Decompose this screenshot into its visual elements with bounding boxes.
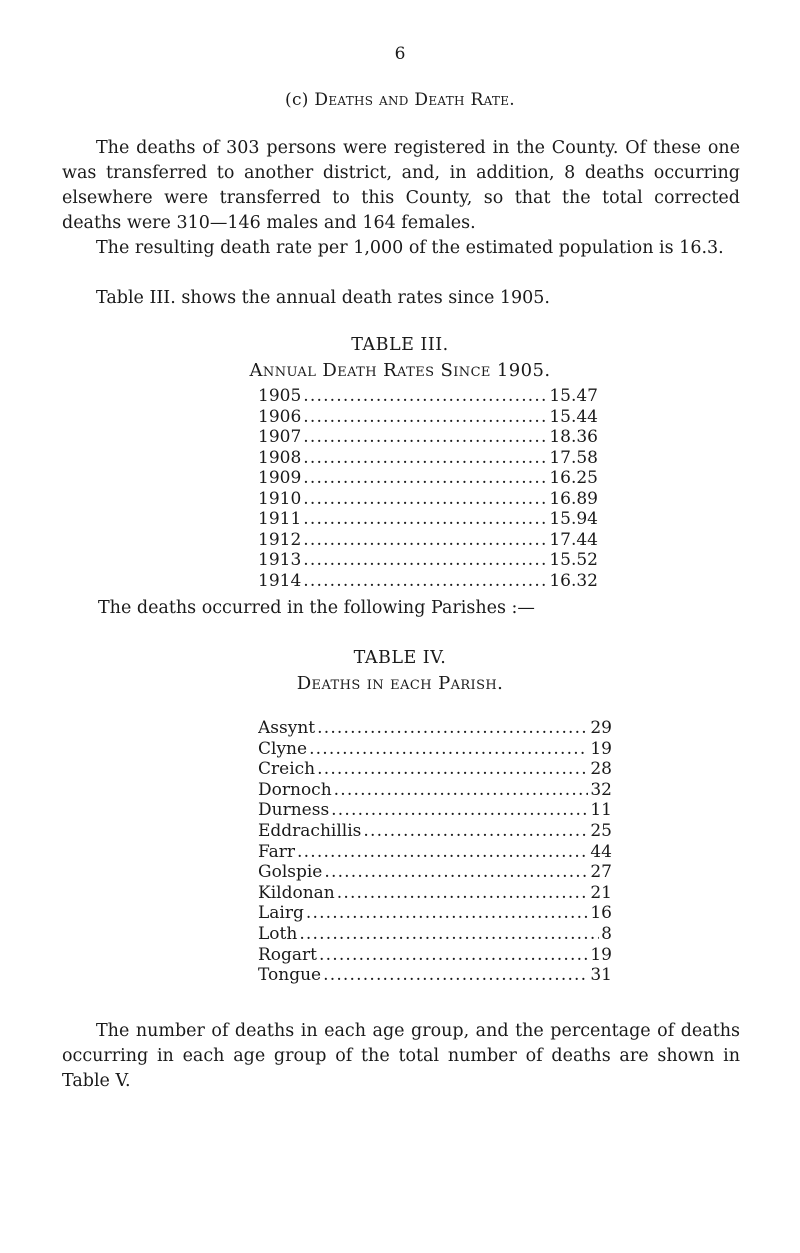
death-rate-row (258, 407, 598, 428)
parish-row-value: 28 (590, 759, 612, 780)
paragraph-age-groups: The number of deaths in each age group, and the percentage of deaths occurring in each age group of the total number of deaths are shown in Table V. (62, 1021, 740, 1091)
death-rate-row-label: 1908 (258, 447, 302, 468)
death-rate-row-value: 16.89 (549, 488, 598, 509)
parish-row-label: Rogart (258, 944, 318, 965)
death-rate-row (258, 571, 598, 592)
parish-row-value: 19 (590, 738, 612, 759)
parish-row-value: 44 (590, 841, 612, 862)
death-rate-row (258, 386, 598, 407)
dot-leader (303, 448, 547, 468)
death-rate-row-value: 17.58 (549, 447, 598, 468)
parish-row (258, 759, 612, 780)
table-iii-title: TABLE III. (351, 335, 449, 355)
parish-row-label: Golspie (258, 862, 323, 883)
death-rate-row-label: 1905 (258, 386, 302, 406)
death-rate-row (258, 509, 598, 530)
dot-leader (303, 427, 547, 447)
dot-leader (323, 965, 588, 985)
dot-leader (317, 718, 588, 738)
parish-row-label: Clyne (258, 738, 308, 759)
dot-leader (334, 780, 589, 800)
death-rate-row (258, 427, 598, 448)
parish-row-value: 21 (590, 882, 612, 903)
parish-row (258, 862, 612, 883)
dot-leader (303, 407, 547, 427)
dot-leader (319, 945, 588, 965)
parish-row-label: Durness (258, 800, 330, 821)
dot-leader (303, 509, 547, 529)
parish-row-value: 19 (590, 944, 612, 965)
parish-row-label: Creich (258, 759, 316, 780)
section-heading-prefix: (c) (285, 90, 315, 110)
death-rate-row (258, 550, 598, 571)
section-heading-title: Deaths and Death Rate. (314, 90, 515, 110)
death-rate-row-value: 17.44 (549, 529, 598, 550)
death-rate-row-label: 1912 (258, 529, 302, 550)
parish-row-value: 16 (590, 903, 612, 924)
dot-leader (363, 821, 588, 841)
death-rate-row-value: 15.52 (549, 550, 598, 570)
parish-row-label: Eddrachillis (258, 820, 362, 841)
parish-row (258, 842, 612, 863)
dot-leader (299, 924, 599, 944)
death-rate-row-label: 1913 (258, 550, 302, 570)
paragraph-parishes-text: The deaths occurred in the following Parishes :— (98, 598, 535, 618)
dot-leader (303, 571, 547, 591)
parish-row-label: Farr (258, 841, 296, 862)
dot-leader (303, 550, 547, 570)
dot-leader (306, 903, 588, 923)
death-rate-row-label: 1911 (258, 509, 302, 529)
parish-row-value: 25 (590, 820, 612, 841)
death-rate-row-value: 16.25 (549, 468, 598, 488)
parish-row-value: 32 (590, 779, 612, 800)
paragraph-deaths-registered: The deaths of 303 persons were registered in the County. Of these one was transferred to another district, and, in addition, 8 deaths occurring elsewhere were transferred to this County, so that the total corrected deaths were 310—146 males and 164 females. (62, 138, 740, 233)
parish-row-label: Loth (258, 923, 298, 944)
parish-row (258, 965, 612, 986)
parish-row (258, 821, 612, 842)
death-rate-row-value: 16.32 (549, 570, 598, 591)
dot-leader (337, 883, 589, 903)
dot-leader (303, 468, 547, 488)
death-rate-row-label: 1907 (258, 427, 302, 447)
paragraph-parishes-intro (62, 596, 762, 621)
parish-row (258, 924, 612, 945)
death-rate-row-value: 15.44 (549, 406, 598, 427)
paragraph-death-rate: The resulting death rate per 1,000 of the estimated population is 16.3. (96, 238, 724, 258)
parish-row (258, 800, 612, 821)
parish-row-label: Tongue (258, 965, 322, 986)
section-heading (0, 90, 800, 110)
parish-row (258, 739, 612, 760)
parish-row-label: Assynt (258, 718, 316, 738)
death-rate-row-value: 18.36 (549, 427, 598, 447)
death-rate-row (258, 530, 598, 551)
parish-deaths-table (258, 718, 612, 986)
parish-row (258, 718, 612, 739)
parish-row-label: Kildonan (258, 882, 335, 903)
death-rate-row (258, 448, 598, 469)
parish-row (258, 945, 612, 966)
dot-leader (309, 739, 588, 759)
death-rate-row-label: 1906 (258, 406, 302, 427)
dot-leader (324, 862, 588, 882)
page-number: 6 (394, 44, 406, 64)
death-rate-row-value: 15.47 (549, 386, 598, 406)
parish-row (258, 903, 612, 924)
parish-row-label: Dornoch (258, 779, 332, 800)
table-iii-subtitle: Annual Death Rates Since 1905. (249, 360, 551, 381)
parish-row-value: 31 (590, 965, 612, 986)
death-rate-row (258, 489, 598, 510)
death-rate-row-label: 1910 (258, 488, 302, 509)
table-iv-title: TABLE IV. (353, 648, 447, 668)
parish-row-label: Lairg (258, 903, 304, 924)
parish-row (258, 780, 612, 801)
dot-leader (331, 800, 588, 820)
paragraph-table-intro: Table III. shows the annual death rates since 1905. (96, 288, 550, 308)
death-rate-row-label: 1909 (258, 468, 302, 488)
parish-row-value: 8 (601, 923, 612, 944)
dot-leader (297, 842, 588, 862)
table-iv-subtitle: Deaths in each Parish. (296, 673, 504, 694)
death-rate-row-value: 15.94 (549, 509, 598, 529)
death-rate-row-label: 1914 (258, 570, 302, 591)
death-rate-row (258, 468, 598, 489)
parish-row-value: 11 (590, 800, 612, 821)
dot-leader (303, 530, 547, 550)
dot-leader (303, 489, 547, 509)
parish-row-value: 27 (590, 862, 612, 883)
dot-leader (317, 759, 588, 779)
parish-row-value: 29 (590, 718, 612, 738)
death-rates-table (258, 386, 598, 591)
parish-row (258, 883, 612, 904)
dot-leader (303, 386, 547, 406)
